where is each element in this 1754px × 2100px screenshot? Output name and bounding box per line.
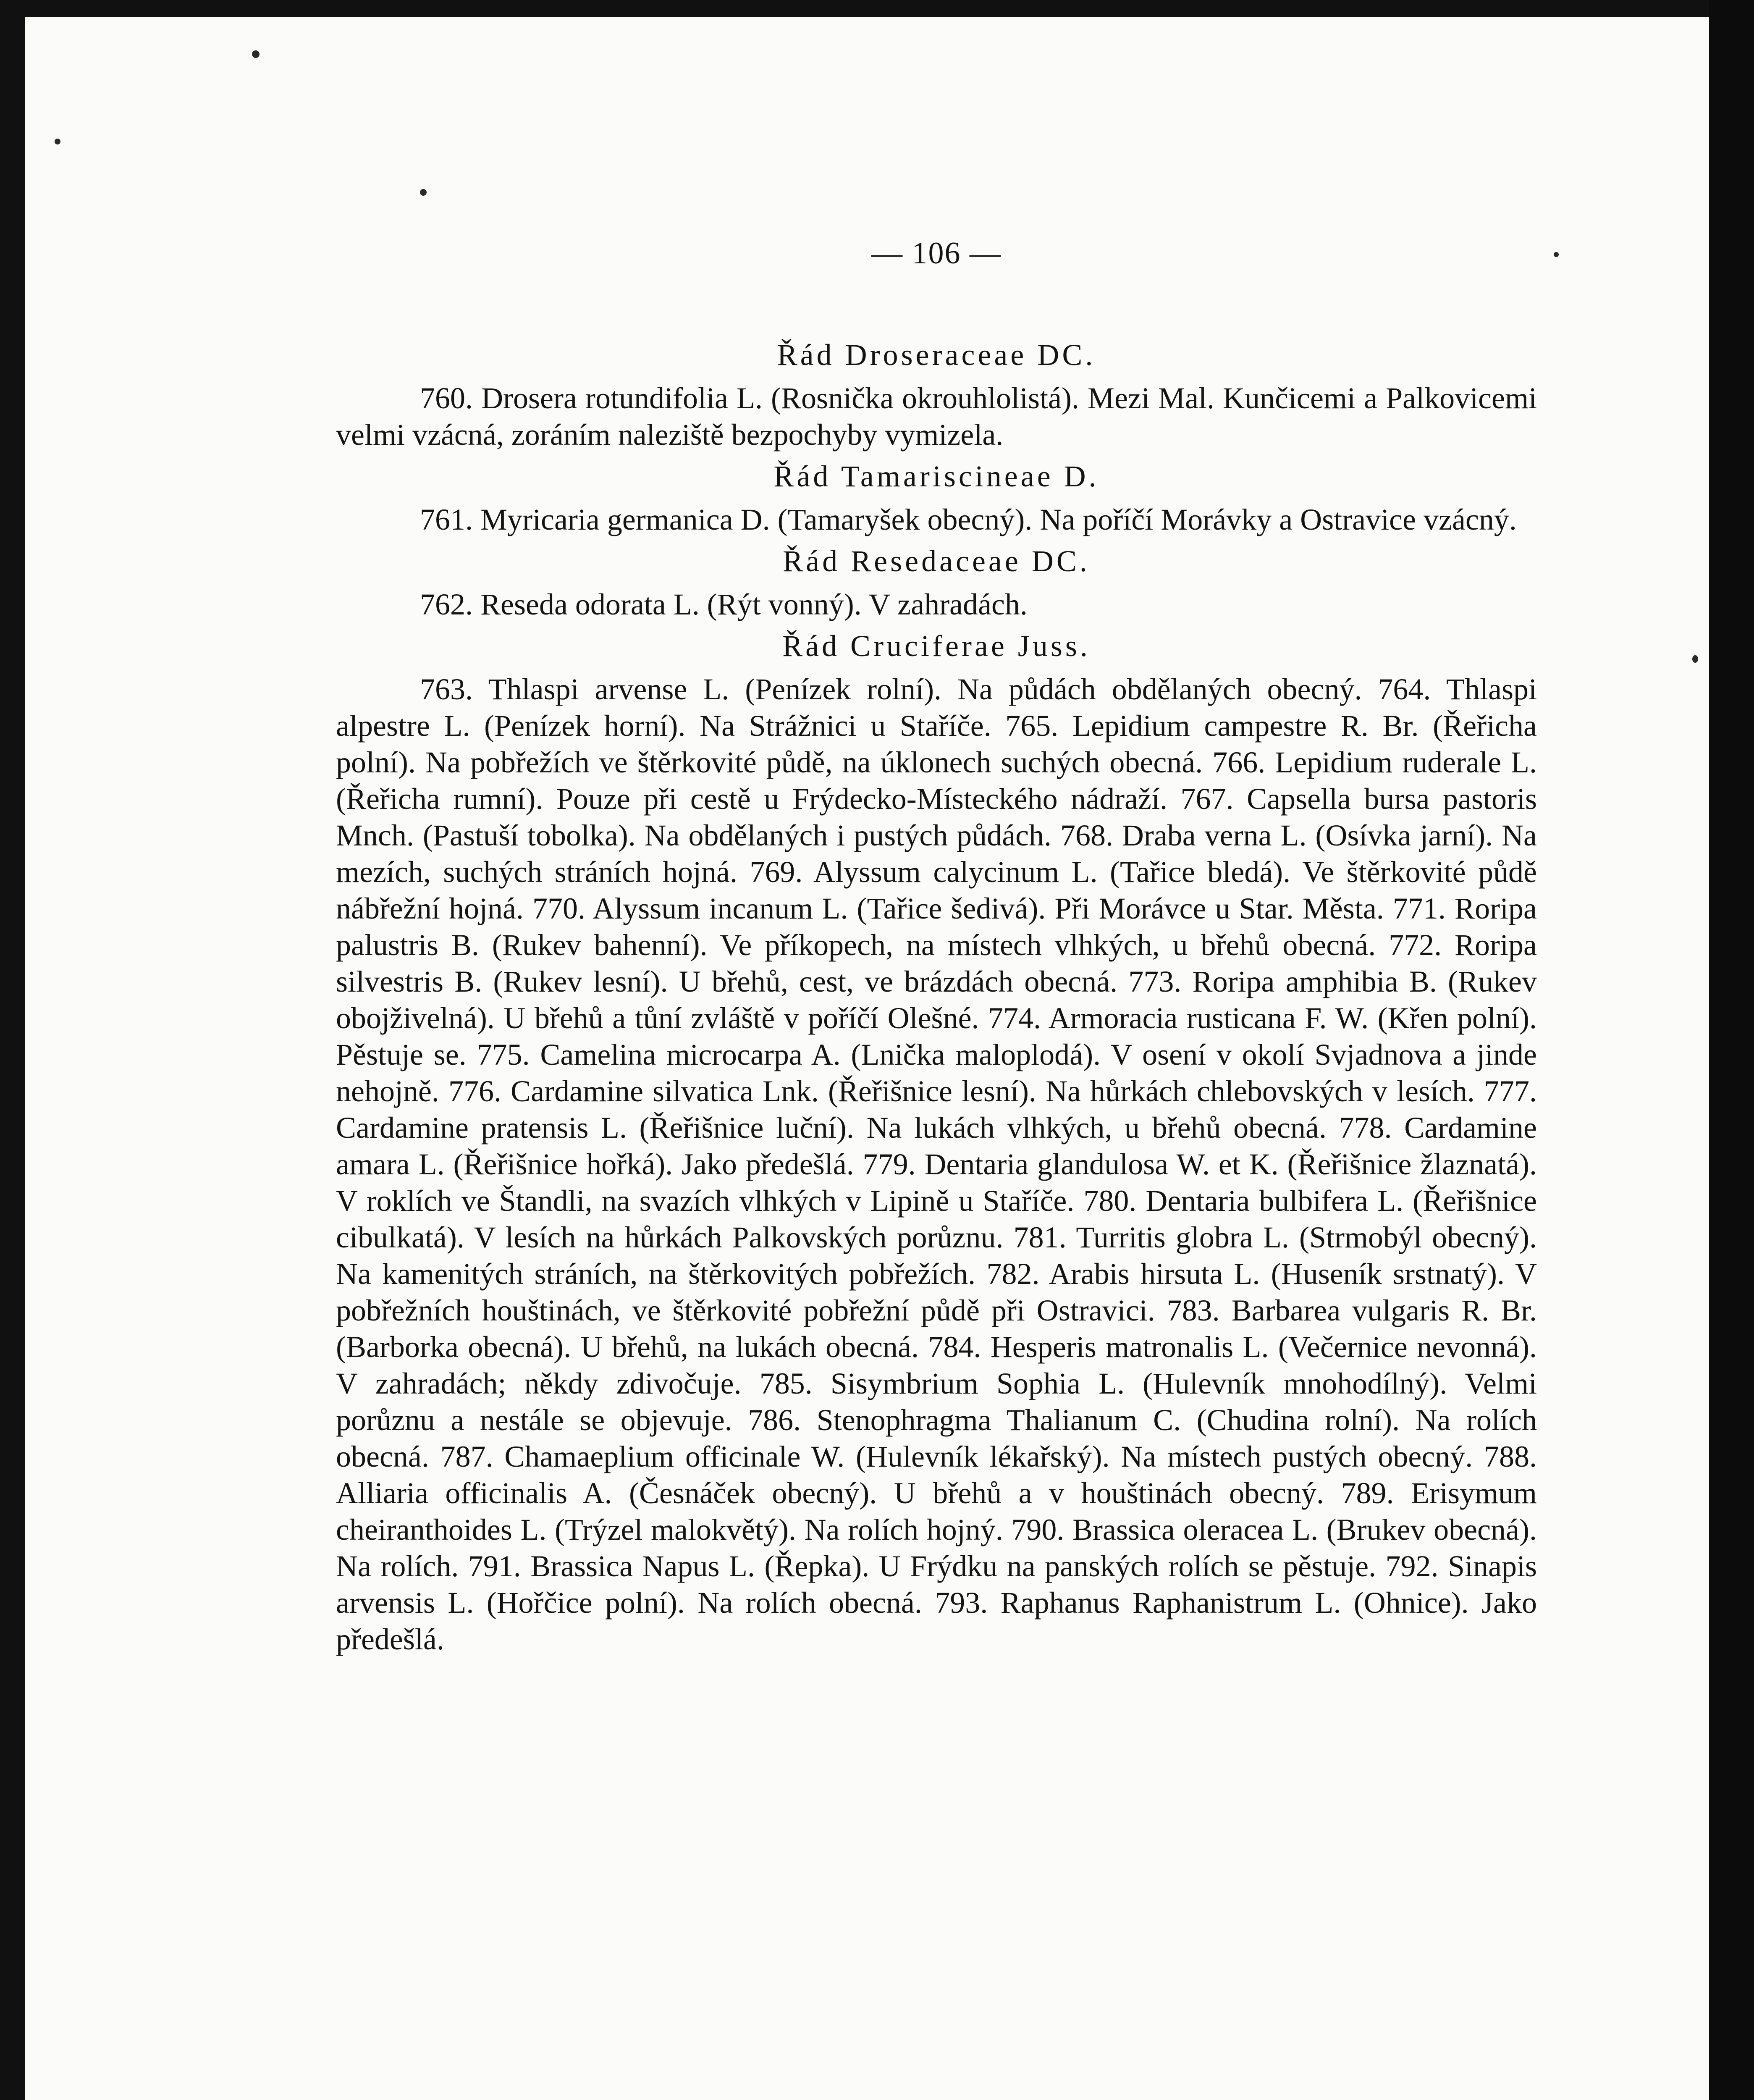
section-heading-tamariscineae: Řád Tamariscineae D. [773, 459, 1099, 493]
section-heading-resedaceae: Řád Resedaceae DC. [783, 544, 1090, 578]
page-text-column [336, 235, 1537, 1663]
section-text-cruciferae: 763. Thlaspi arvense L. (Penízek rolní). Na půdách obdělaných obecný. 764. Thlaspi alpestre L. (Penízek horní). Na Strážnici u Staříče. 765. Lepidium campestre R. Br. (Řeřicha polní). Na pobřežích ve štěrkovité půdě, na úklonech suchých obecná. 766. Lepidium ruderale L. (Řeřicha rumní). Pouze při cestě u Frýdecko-Místeckého nádraží. 767. Capsella bursa pastoris Mnch. (Pastuší tobolka). Na obdělaných i pustých půdách. 768. Draba verna L. (Osívka jarní). Na mezích, suchých stráních hojná. 769. Alyssum calycinum L. (Tařice bledá). Ve štěrkovité půdě nábřežní hojná. 770. Alyssum incanum L. (Tařice šedivá). Při Morávce u Star. Města. 771. Roripa palustris B. (Rukev bahenní). Ve příkopech, na místech vlhkých, u břehů obecná. 772. Roripa silvestris B. (Rukev lesní). U břehů, cest, ve brázdách obecná. 773. Roripa amphibia B. (Rukev obojživelná). U břehů a tůní zvláště v poříčí Olešné. 774. Armoracia rusticana F. W. (Křen polní). Pěstuje se. 775. Camelina microcarpa A. (Lnička maloplodá). V osení v okolí Svjadnova a jinde nehojně. 776. Cardamine silvatica Lnk. (Řeřišnice lesní). Na hůrkách chlebovských v lesích. 777. Cardamine pratensis L. (Řeřišnice luční). Na lukách vlhkých, u břehů obecná. 778. Cardamine amara L. (Řeřišnice hořká). Jako předešlá. 779. Dentaria glandulosa W. et K. (Řeřišnice žlaznatá). V roklích ve Štandli, na svazích vlhkých v Lipině u Staříče. 780. Dentaria bulbifera L. (Řeřišnice cibulkatá). V lesích na hůrkách Palkovských porůznu. 781. Turritis globra L. (Strmobýl obecný). Na kamenitých stráních, na štěrkovitých pobřežích. 782. Arabis hirsuta L. (Huseník srstnatý). V pobřežních houštinách, ve štěrkovité pobřežní půdě při Ostravici. 783. Barbarea vulgaris R. Br. (Barborka obecná). U břehů, na lukách obecná. 784. Hesperis matronalis L. (Večernice nevonná). V zahradách; někdy zdivočuje. 785. Sisymbrium Sophia L. (Hulevník mnohodílný). Velmi porůznu a nestále se objevuje. 786. Stenophragma Thalianum C. (Chudina rolní). Na rolích obecná. 787. Chamaeplium officinale W. (Hulevník lékařský). Na místech pustých obecný. 788. Alliaria officinalis A. (Česnáček obecný). U břehů a v houštinách obecný. 789. Erisymum cheiranthoides L. (Trýzel malokvětý). Na rolích hojný. 790. Brassica oleracea L. (Brukev obecná). Na rolích. 791. Brassica Napus L. (Řepka). U Frýdku na panských rolích se pěstuje. 792. Sinapis arvensis L. (Hořčice polní). Na rolích obecná. 793. Raphanus Raphanistrum L. (Ohnice). Jako předešlá. [336, 672, 1537, 1656]
scan-speck [1692, 655, 1698, 663]
scan-speck [1554, 252, 1559, 257]
section-text-resedaceae: 762. Reseda odorata L. (Rýt vonný). V zahradách. [420, 588, 1028, 621]
section-text-droseraceae: 760. Drosera rotundifolia L. (Rosnička okrouhlolistá). Mezi Mal. Kunčicemi a Palkovicemi velmi vzácná, zoráním naleziště bezpochyby vymizela. [336, 381, 1537, 452]
section-heading-cruciferae: Řád Cruciferae Juss. [782, 629, 1091, 663]
scan-speck [55, 139, 60, 144]
scan-speck [420, 189, 427, 196]
scan-speck [252, 50, 260, 58]
scan-right-edge [1709, 0, 1754, 2100]
page-number: — 106 — [871, 236, 1002, 270]
section-text-tamariscineae: 761. Myricaria germanica D. (Tamaryšek obecný). Na poříčí Morávky a Ostravice vzácný. [420, 503, 1517, 536]
section-heading-droseraceae: Řád Droseraceae DC. [777, 338, 1096, 372]
